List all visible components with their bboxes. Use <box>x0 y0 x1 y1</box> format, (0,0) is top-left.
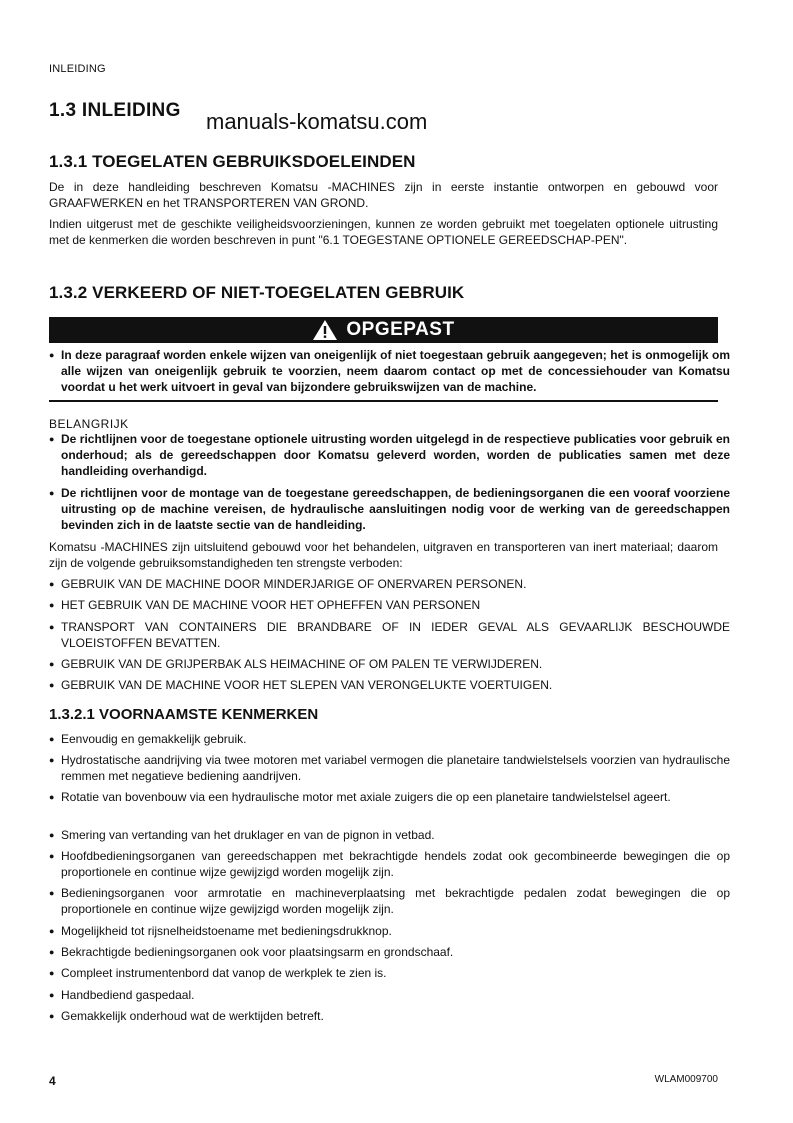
feature-item: ● Eenvoudig en gemakkelijk gebruik. <box>49 731 730 747</box>
warning-triangle-icon <box>312 319 338 341</box>
running-header: INLEIDING <box>49 63 106 75</box>
forbidden-item: ● GEBRUIK VAN DE MACHINE VOOR HET SLEPEN VAN VERONGELUKTE VOERTUIGEN. <box>49 677 730 693</box>
feature-item: ● Compleet instrumentenbord dat vanop de werkplek te zien is. <box>49 965 730 981</box>
heading-1-3-2: 1.3.2 VERKEERD OF NIET-TOEGELATEN GEBRUIK <box>49 283 465 302</box>
heading-1-3-1: 1.3.1 TOEGELATEN GEBRUIKSDOELEINDEN <box>49 152 416 171</box>
watermark: manuals-komatsu.com <box>206 109 428 134</box>
forbidden-item: ● GEBRUIK VAN DE MACHINE DOOR MINDERJARIGE OF ONERVAREN PERSONEN. <box>49 576 730 592</box>
feature-item: ● Bekrachtigde bedieningsorganen ook voor plaatsingsarm en grondschaaf. <box>49 944 730 960</box>
warning-text: ● In deze paragraaf worden enkele wijzen van oneigenlijk of niet toegestaan gebruik aangegeven; het is onmogelijk om alle wijzen van oneigenlijk gebruik te voorzien, neem daarom contact op met de concessiehouder van Komatsu voordat u het werk uitvoert in geval van bijzondere gebruikswijzen van de machine. <box>49 347 730 395</box>
important-item-2: ● De richtlijnen voor de montage van de toegestane gereedschappen, de bedieningsorganen die een vooraf voorziene uitrusting op de machine vereisen, de hydraulische aansluitingen nodig voor de werking van de gereedschappen bevinden zich in de laatste sectie van de handleiding. <box>49 485 730 533</box>
document-code: WLAM009700 <box>654 1074 718 1085</box>
paragraph-purpose: De in deze handleiding beschreven Komatsu -MACHINES zijn in eerste instantie ontworpen en gebouwd voor GRAAFWERKEN en het TRANSPORTEREN VAN GROND. <box>49 180 718 210</box>
forbidden-item: ● GEBRUIK VAN DE GRIJPERBAK ALS HEIMACHINE OF OM PALEN TE VERWIJDEREN. <box>49 656 730 672</box>
feature-item: ● Hoofdbedieningsorganen van gereedschappen met bekrachtigde hendels zodat ook gecombineerde bewegingen die op proportionele en continue wijze gewijzigd worden mogelijk zijn. <box>49 848 730 880</box>
forbidden-item: ● TRANSPORT VAN CONTAINERS DIE BRANDBARE OF IN IEDER GEVAL ALS GEVAARLIJK BESCHOUWDE VLOEISTOFFEN BEVATTEN. <box>49 619 730 651</box>
feature-item: ● Handbediend gaspedaal. <box>49 987 730 1003</box>
forbidden-intro: Komatsu -MACHINES zijn uitsluitend gebouwd voor het behandelen, uitgraven en transporteren van inert materiaal; daarom zijn de volgende gebruiksomstandigheden ten strengste verboden: <box>49 540 718 570</box>
feature-item: ● Gemakkelijk onderhoud wat de werktijden betreft. <box>49 1008 730 1024</box>
feature-item: ● Hydrostatische aandrijving via twee motoren met variabel vermogen die planetaire tandwielstelsels voorzien van hydraulische remmen met negatieve bediening aandrijven. <box>49 752 730 784</box>
important-item-1: ● De richtlijnen voor de toegestane optionele uitrusting worden uitgelegd in de respectieve publicaties voor gebruik en onderhoud; als de gereedschappen door Komatsu geleverd worden, worden de publicaties samen met deze handleiding overhandigd. <box>49 431 730 479</box>
important-label: BELANGRIJK <box>49 417 129 431</box>
feature-item: ● Mogelijkheid tot rijsnelheidstoename met bedieningsdrukknop. <box>49 923 730 939</box>
forbidden-item: ● HET GEBRUIK VAN DE MACHINE VOOR HET OPHEFFEN VAN PERSONEN <box>49 597 730 613</box>
feature-item: ● Smering van vertanding van het druklager en van de pignon in vetbad. <box>49 827 730 843</box>
feature-item: ● Bedieningsorganen voor armrotatie en machineverplaatsing met bekrachtigde pedalen zodat bewegingen die op proportionele en continue wijze gewijzigd worden mogelijk zijn. <box>49 885 730 917</box>
feature-item: ● Rotatie van bovenbouw via een hydraulische motor met axiale zuigers die op een planetaire tandwielstelsel ageert. <box>49 789 730 805</box>
warning-label: OPGEPAST <box>346 319 455 340</box>
page-number: 4 <box>49 1074 56 1088</box>
warning-banner <box>49 317 718 343</box>
warning-divider <box>49 400 718 402</box>
heading-1-3-2-1: 1.3.2.1 VOORNAAMSTE KENMERKEN <box>49 706 319 723</box>
section-title: 1.3 INLEIDING <box>49 100 181 121</box>
paragraph-optional-equipment: Indien uitgerust met de geschikte veiligheidsvoorzieningen, kunnen ze worden gebruikt met toegelaten optionele uitrusting met de kenmerken die worden beschreven in punt "6.1 TOEGESTANE OPTIONELE GEREEDSCHAP-PEN". <box>49 217 718 247</box>
